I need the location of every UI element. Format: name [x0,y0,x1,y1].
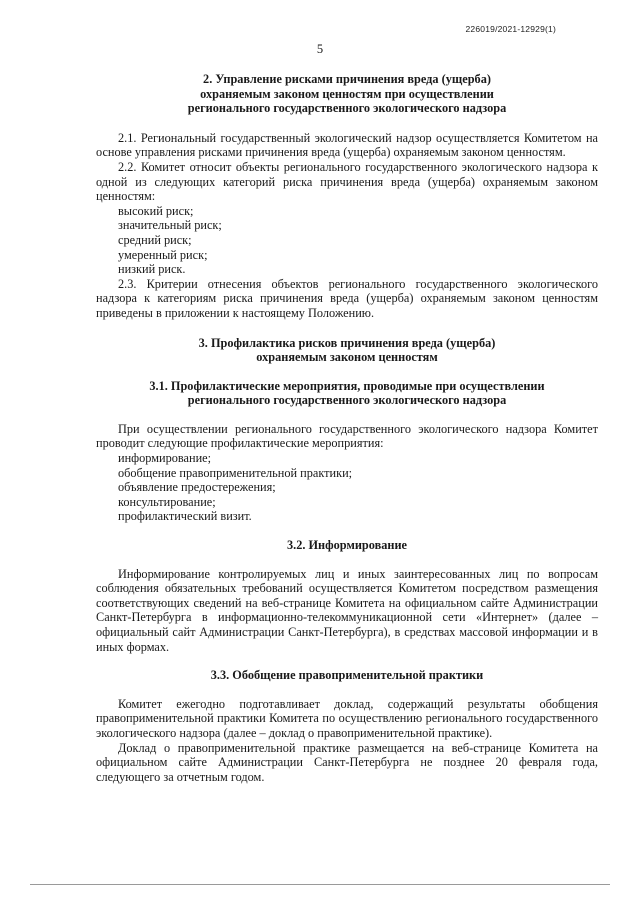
heading-line: регионального государственного экологического надзора [187,393,507,408]
heading-line: охраняемым законом ценностям [256,350,438,365]
heading-line: охраняемым законом ценностям при осуществлении [200,86,494,101]
list-item: консультирование; [118,494,216,509]
paragraph-2-3: 2.3. Критерии отнесения объектов регионального государственного экологического надзора к категориям риска причинения вреда (ущерба) охраняемым законом ценностям приведены в приложении к настоящему Положению. [96,276,598,320]
scan-bottom-edge-line [30,884,610,885]
prevention-measures-list [96,451,598,524]
subsection-3-3-heading: 3.3. Обобщение правоприменительной практики [210,668,484,683]
document-registration-number: 226019/2021-12929(1) [465,24,556,34]
subsection-3-2-heading: 3.2. Информирование [286,538,408,553]
section-2-heading [96,72,598,116]
paragraph-2-2: 2.2. Комитет относит объекты регионального государственного экологического надзора к одной из следующих категорий риска причинения вреда (ущерба) охраняемым законом ценностям: [96,159,598,204]
list-item: информирование; [118,451,212,466]
document-body [96,72,598,784]
paragraph-2-1: 2.1. Региональный государственный экологический надзор осуществляется Комитетом на основе управления рисками причинения вреда (ущерба) охраняемым законом ценностям. [96,130,598,160]
list-item: обобщение правоприменительной практики; [118,465,353,480]
subsection-3-1-heading [96,379,598,408]
list-item: объявление предостережения; [118,480,276,495]
paragraph-3-3-b: Доклад о правоприменительной практике размещается на веб-странице Комитета на официальном сайте Администрации Санкт-Петербурга не позднее 20 февраля года, следующего за отчетным годом. [96,740,598,784]
heading-line: 3.1. Профилактические мероприятия, проводимые при осуществлении [149,378,545,393]
list-item: высокий риск; [118,203,194,218]
list-item: значительный риск; [118,218,222,233]
page-number: 5 [316,42,324,56]
risk-category-list [96,204,598,277]
heading-line: 2. Управление рисками причинения вреда (ущерба) [203,72,491,86]
paragraph-3-2: Информирование контролируемых лиц и иных заинтересованных лиц по вопросам соблюдения обязательных требований осуществляется Комитетом посредством размещения соответствующих сведений на веб-странице Комитета на официальном сайте Администрации Санкт-Петербурга в информационно-телекоммуникационной сети «Интернет» (далее – официальный сайт Администрации Санкт-Петербурга), в средствах массовой информации и в иных формах. [96,566,598,654]
list-item: профилактический визит. [118,509,252,524]
paragraph-3-1: При осуществлении регионального государственного экологического надзора Комитет проводит следующие профилактические мероприятия: [96,421,598,451]
list-item: средний риск; [118,232,192,247]
heading-line: регионального государственного экологического надзора [187,101,507,116]
section-3-heading [96,336,598,365]
list-item: низкий риск. [118,262,186,277]
list-item: умеренный риск; [118,247,208,262]
paragraph-3-3-a: Комитет ежегодно подготавливает доклад, содержащий результаты обобщения правоприменительной практики Комитета по осуществлению регионального государственного экологического надзора (далее – доклад о правоприменительной практике). [96,696,598,740]
heading-line: 3. Профилактика рисков причинения вреда (ущерба) [198,335,496,350]
